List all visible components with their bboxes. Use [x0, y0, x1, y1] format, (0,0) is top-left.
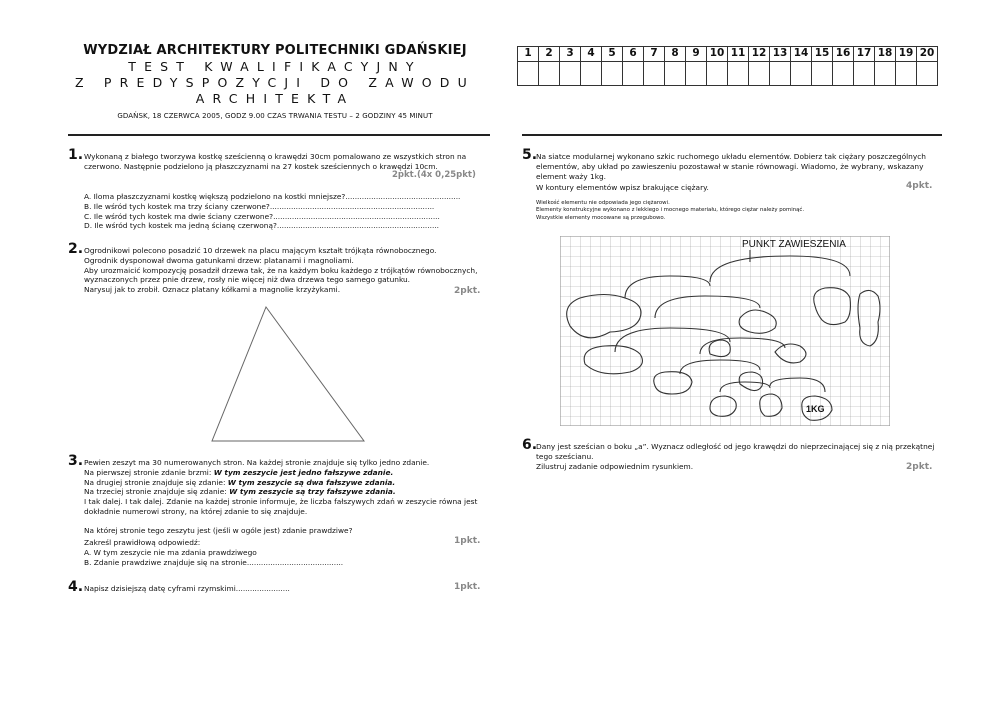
score-cell[interactable]	[644, 62, 665, 86]
triangle-outline	[212, 307, 364, 441]
task5-line: W kontury elementów wpisz brakujące ciężary.	[536, 183, 709, 193]
task5-line: element waży 1kg.	[536, 171, 607, 181]
task3-line-text: Na trzeciej stronie znajduje się zdanie:	[84, 487, 230, 497]
score-cell[interactable]	[539, 62, 560, 86]
task2-number: 2.	[68, 241, 84, 257]
task3-number: 3.	[68, 453, 84, 469]
task2-line: Ogrodnik dysponował dwoma gatunkami drzew: platanami i magnoliami.	[84, 255, 354, 265]
task1-question-b: B. Ile wśród tych kostek ma trzy ściany czerwone?......................................................................	[84, 201, 435, 211]
equilateral-triangle[interactable]	[210, 305, 370, 445]
left-divider	[68, 134, 490, 136]
task6-number: 6.	[522, 437, 538, 453]
score-cell[interactable]	[686, 62, 707, 86]
task5-line: Na siatce modularnej wykonano szkic ruchomego układu elementów. Dobierz tak ciężary poszczególnych	[536, 152, 926, 161]
test-subtitle: Z PREDYSPOZYCJI DO ZAWODU	[75, 75, 475, 91]
task3-text	[84, 458, 477, 568]
test-date-info: GDAŃSK, 18 CZERWCA 2005, GODZ 9.00 CZAS TRWANIA TESTU – 2 GODZINY 45 MINUT	[117, 112, 433, 121]
task3-sentence: W tym zeszycie są trzy fałszywe zdania.	[229, 487, 396, 497]
score-header-cell: 1	[518, 47, 539, 62]
score-cell[interactable]	[623, 62, 644, 86]
task4-points: 1pkt.	[454, 582, 481, 592]
task3-line: I tak dalej. I tak dalej. Zdanie na każdej stronie informuje, że liczba fałszywych zdań w zeszycie równa jest	[84, 497, 478, 507]
score-header-cell: 17	[854, 47, 875, 62]
score-table	[517, 46, 938, 86]
score-header-cell: 11	[728, 47, 749, 62]
task5-note: Elementy konstrukcyjne wykonano z lekkiego i mocnego materiału, którego ciężar należy pominąć.	[536, 207, 805, 214]
task4-line[interactable]: Napisz dzisiejszą datę cyframi rzymskimi.......................	[84, 584, 290, 593]
task3-question: Na której stronie tego zeszytu jest (jeśli w ogóle jest) zdanie prawdziwe?	[84, 525, 353, 535]
task6-points: 2pkt.	[906, 462, 933, 472]
task3-sentence: W tym zeszycie jest jedno fałszywe zdanie.	[213, 467, 394, 477]
task1-questions	[84, 192, 460, 231]
score-header-cell: 20	[917, 47, 938, 62]
task1-text	[84, 152, 466, 172]
modular-grid-mobile[interactable]	[560, 236, 890, 426]
score-cell[interactable]	[770, 62, 791, 86]
task2-text	[84, 246, 477, 295]
task3-line-text: Na pierwszej stronie zdanie brzmi:	[84, 467, 214, 477]
score-cell[interactable]	[560, 62, 581, 86]
task3-instruction: Zakreśl prawidłową odpowiedź:	[84, 538, 201, 548]
task2-line: Ogrodnikowi polecono posadzić 10 drzewek na placu mającym kształt trójkąta równobocznego.	[84, 246, 437, 255]
task3-points: 1pkt.	[454, 536, 481, 546]
score-cell[interactable]	[665, 62, 686, 86]
document-header	[60, 42, 490, 121]
score-header-cell: 8	[665, 47, 686, 62]
task1-line: Wykonaną z białego tworzywa kostkę sześcienną o krawędzi 30cm pomalowano ze wszystkich stron na	[84, 152, 467, 161]
score-cell[interactable]	[518, 62, 539, 86]
task3-option-b[interactable]: B. Zdanie prawdziwe znajduje się na stronie.........................................	[84, 557, 344, 567]
task6-line: tego sześcianu.	[536, 451, 594, 461]
task3-line	[84, 478, 477, 488]
task1-question-d: D. Ile wśród tych kostek ma jedną ścianę czerwoną?.....................................................................	[84, 221, 440, 231]
task1-line: czerwono. Następnie podzielono ją płaszczyznami na 27 kostek sześciennych o krawędzi 10cm.	[84, 161, 438, 171]
task2-line: Narysuj jak to zrobił. Oznacz platany kółkami a magnolie krzyżykami.	[84, 285, 341, 295]
task5-text	[536, 152, 926, 193]
task6-text	[536, 442, 934, 471]
score-header-cell: 14	[791, 47, 812, 62]
task4-text	[84, 584, 290, 594]
test-title: TEST KWALIFIKACYJNY	[128, 59, 422, 75]
task3-line	[84, 487, 477, 497]
score-header-cell: 5	[602, 47, 623, 62]
test-profession: ARCHITEKTA	[195, 91, 355, 107]
task3-line: Pewien zeszyt ma 30 numerowanych stron. Na każdej stronie znajduje się tylko jedno zdanie.	[84, 458, 430, 467]
task2-line: wyznaczonych przez pnie drzew, rosły nie więcej niż dwa drzewa tego samego gatunku.	[84, 275, 411, 285]
task1-question-c: C. Ile wśród tych kostek ma dwie ściany czerwone?.......................................................................	[84, 211, 440, 221]
right-divider	[522, 134, 942, 136]
task5-note: Wielkość elementu nie odpowiada jego ciężarowi.	[536, 200, 670, 206]
task3-line: dokładnie numerowi strony, na której zdanie to się znajduje.	[84, 506, 308, 516]
score-header-cell: 10	[707, 47, 728, 62]
task5-points: 4pkt.	[906, 181, 933, 191]
score-cell[interactable]	[875, 62, 896, 86]
score-cell[interactable]	[833, 62, 854, 86]
score-header-cell: 3	[560, 47, 581, 62]
score-cell[interactable]	[581, 62, 602, 86]
score-header-cell: 2	[539, 47, 560, 62]
score-header-cell: 19	[896, 47, 917, 62]
faculty-title: WYDZIAŁ ARCHITEKTURY POLITECHNIKI GDAŃSKIEJ	[83, 43, 467, 58]
task3-sentence: W tym zeszycie są dwa fałszywe zdania.	[227, 477, 396, 487]
score-header-cell: 4	[581, 47, 602, 62]
element-weight-label: 1KG	[806, 404, 825, 414]
score-header-cell: 18	[875, 47, 896, 62]
task1-points: 2pkt.(4x 0,25pkt)	[392, 170, 476, 180]
score-header-cell: 13	[770, 47, 791, 62]
task2-line: Aby urozmaicić kompozycję posadził drzewa tak, że na każdym boku każdego z trójkątów równobocznych,	[84, 265, 478, 275]
task5-note: Wszystkie elementy mocowane są przegubowo.	[536, 214, 666, 221]
score-cell[interactable]	[791, 62, 812, 86]
score-cell[interactable]	[707, 62, 728, 86]
task5-number: 5.	[522, 147, 538, 163]
task6-line: Zilustruj zadanie odpowiednim rysunkiem.	[536, 461, 694, 471]
task2-points: 2pkt.	[454, 286, 481, 296]
score-header-cell: 9	[686, 47, 707, 62]
score-header-cell: 16	[833, 47, 854, 62]
score-cell[interactable]	[812, 62, 833, 86]
score-cell[interactable]	[602, 62, 623, 86]
score-header-cell: 7	[644, 47, 665, 62]
score-cell[interactable]	[854, 62, 875, 86]
score-cell[interactable]	[896, 62, 917, 86]
task4-number: 4.	[68, 579, 84, 595]
score-cell[interactable]	[728, 62, 749, 86]
task1-question-a: A. Iloma płaszczyznami kostkę większą podzielono na kostki mniejsze?.................................................	[84, 192, 461, 201]
task3-line-text: Na drugiej stronie znajduje się zdanie:	[84, 477, 228, 487]
task1-number: 1.	[68, 147, 84, 163]
score-header-cell: 6	[623, 47, 644, 62]
score-cell[interactable]	[749, 62, 770, 86]
task3-option-a[interactable]: A. W tym zeszycie nie ma zdania prawdziwego	[84, 548, 257, 558]
task3-line	[84, 468, 477, 478]
task5-line: elementów, aby układ po zawieszeniu pozostawał w stanie równowagi. Wiadomo, że wybrany, wskazany	[536, 161, 924, 171]
suspension-point-label: PUNKT ZAWIESZENIA	[742, 239, 846, 250]
task5-notes	[536, 200, 804, 222]
score-cell[interactable]	[917, 62, 938, 86]
score-header-cell: 15	[812, 47, 833, 62]
task6-line: Dany jest sześcian o boku „a”. Wyznacz odległość od jego krawędzi do nieprzecinającej się z nią przekątnej	[536, 442, 935, 451]
score-header-cell: 12	[749, 47, 770, 62]
